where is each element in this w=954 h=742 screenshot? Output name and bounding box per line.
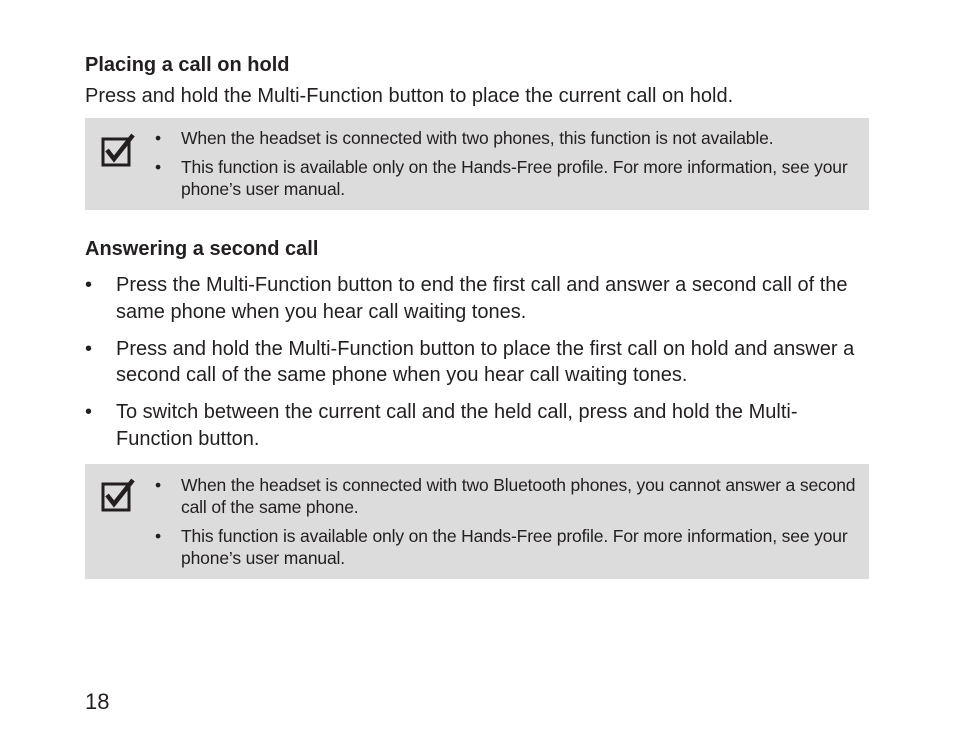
- section-heading-second-call: Answering a second call: [85, 238, 319, 260]
- note-item: • This function is available only on the Hands-Free profile. For more information, see your phone’s user manual.: [155, 156, 861, 200]
- note-box-hold: [85, 118, 869, 210]
- note-box-second-call: [85, 464, 869, 579]
- section-heading-hold: Placing a call on hold: [85, 54, 290, 76]
- second-call-bullet-list: [85, 272, 869, 463]
- checkbox-icon: [101, 478, 135, 512]
- page-number: 18: [85, 689, 110, 714]
- note-item: • This function is available only on the Hands-Free profile. For more information, see your phone’s user manual.: [155, 525, 861, 569]
- note-item: • When the headset is connected with two Bluetooth phones, you cannot answer a second call of the same phone.: [155, 474, 861, 518]
- note-list-second-call: [155, 474, 861, 576]
- note-item: • When the headset is connected with two phones, this function is not available.: [155, 127, 861, 149]
- note-list-hold: [155, 127, 861, 207]
- list-item: • To switch between the current call and the held call, press and hold the Multi-Function button.: [85, 399, 869, 452]
- hold-instructions: Press and hold the Multi-Function button to place the current call on hold.: [85, 85, 734, 107]
- checkbox-icon: [101, 133, 135, 167]
- list-item: • Press and hold the Multi-Function button to place the first call on hold and answer a second call of the same phone when you hear call waiting tones.: [85, 336, 869, 389]
- list-item: • Press the Multi-Function button to end the first call and answer a second call of the same phone when you hear call waiting tones.: [85, 272, 869, 325]
